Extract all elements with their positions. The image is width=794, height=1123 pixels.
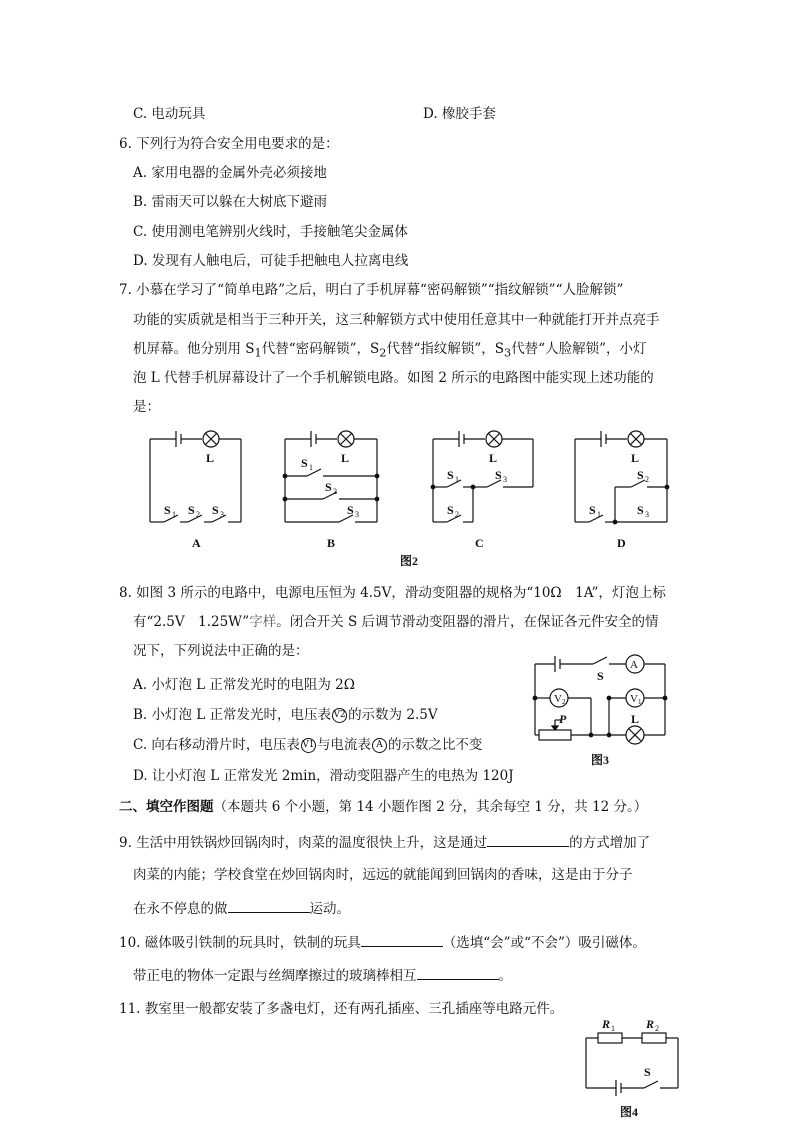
svg-text:S: S	[637, 468, 644, 482]
figure-2-circuits	[140, 425, 680, 575]
svg-text:A: A	[630, 659, 638, 671]
svg-text:1: 1	[309, 463, 313, 472]
q7-line3: 机屏幕。他分别用 $S_1$代替“密码解锁”，$S_2$代替“指纹解锁”，$S_3$代替“人脸解锁”，小灯	[133, 341, 647, 360]
q6-option-a: A. 家用电器的金属外壳必须接地	[133, 165, 327, 181]
q7-line4: 泡 L 代替手机屏幕设计了一个手机解锁电路。如图 2 所示的电路图中能实现上述功能的	[133, 370, 654, 386]
voltmeter-v2-symbol: V2	[332, 708, 347, 723]
svg-text:R: R	[646, 1017, 655, 1031]
q5-option-d: D. 橡胶手套	[423, 106, 496, 122]
svg-text:3: 3	[220, 510, 224, 519]
svg-text:1: 1	[597, 510, 601, 519]
svg-text:2: 2	[645, 475, 649, 484]
q6-option-b: B. 雷雨天可以躲在大树底下避雨	[133, 194, 328, 210]
svg-text:S: S	[347, 503, 354, 517]
svg-text:L: L	[341, 451, 350, 465]
svg-text:3: 3	[645, 510, 649, 519]
figure-2-caption: 图2	[400, 554, 419, 568]
svg-text:3: 3	[503, 475, 507, 484]
svg-text:V: V	[630, 693, 638, 705]
svg-text:3: 3	[355, 510, 359, 519]
svg-text:S: S	[188, 503, 195, 517]
circuit-a	[150, 431, 241, 550]
ammeter-symbol: A	[372, 738, 387, 753]
svg-text:B: B	[327, 536, 336, 550]
q10-line2: 带正电的物体一定跟与丝绸摩擦过的玻璃棒相互 。	[133, 968, 512, 984]
svg-text:D: D	[617, 536, 626, 550]
svg-text:L: L	[206, 451, 215, 465]
q7-line5: 是：	[133, 399, 160, 415]
svg-text:S: S	[325, 480, 332, 494]
q9-line1: 9. 生活中用铁锅炒回锅肉时，肉菜的温度很快上升，这是通过 的方式增加了	[119, 835, 651, 851]
q6-option-c: C. 使用测电笔辨别火线时，手接触笔尖金属体	[133, 224, 408, 240]
svg-text:V: V	[554, 693, 562, 705]
q7-line2: 功能的实质就是相当于三种开关，这三种解锁方式中使用任意其中一种就能打开并点亮手	[133, 312, 660, 328]
svg-text:S: S	[597, 669, 604, 683]
circuit-c	[431, 431, 533, 550]
svg-text:2: 2	[455, 510, 459, 519]
q8-option-a: A. 小灯泡 L 正常发光时的电阻为 2Ω	[133, 677, 355, 693]
svg-text:S: S	[637, 503, 644, 517]
q7-line1: 7. 小慕在学习了“简单电路”之后，明白了手机屏幕“密码解锁”“指纹解锁”“人脸解锁”	[119, 282, 624, 298]
svg-text:1: 1	[172, 510, 176, 519]
q11-line1: 11. 教室里一般都安装了多盏电灯，还有两孔插座、三孔插座等电路元件。	[119, 1001, 564, 1017]
svg-text:1: 1	[455, 475, 459, 484]
q8-option-c: C. 向右移动滑片时，电压表 V1 与电流表 A 的示数之比不变	[133, 737, 483, 753]
q8-line1: 8. 如图 3 所示的电路中，电源电压恒为 4.5V，滑动变阻器的规格为“10Ω 1A”，灯泡上标	[119, 585, 666, 601]
svg-text:L: L	[489, 451, 498, 465]
svg-text:S: S	[447, 468, 454, 482]
figure-3-circuit	[525, 648, 685, 770]
svg-text:S: S	[589, 503, 596, 517]
q6-option-d: D. 发现有人触电后，可徒手把触电人拉离电线	[133, 253, 409, 269]
svg-text:S: S	[495, 468, 502, 482]
svg-text:L: L	[631, 712, 640, 726]
svg-text:2: 2	[333, 487, 337, 496]
svg-text:S: S	[301, 456, 308, 470]
q8-line3: 况下，下列说法中正确的是：	[133, 643, 309, 659]
circuit-d	[575, 431, 669, 550]
q8-line2: 有“2.5V 1.25W”字样。闭合开关 S 后调节滑动变阻器的滑片，在保证各元件安全的情	[133, 614, 659, 630]
svg-text:2: 2	[655, 1024, 659, 1033]
svg-text:1: 1	[611, 1024, 615, 1033]
voltmeter-v1-symbol: V1	[301, 738, 316, 753]
svg-text:P: P	[559, 712, 567, 726]
svg-text:S: S	[164, 503, 171, 517]
q8-option-b: B. 小灯泡 L 正常发光时，电压表 V2 的示数为 2.5V	[133, 707, 438, 723]
figure-3-caption: 图3	[591, 753, 610, 767]
svg-text:A: A	[192, 536, 201, 550]
section-2-header: 二、填空作图题（本题共 6 个小题，第 14 小题作图 2 分，其余每空 1 分，共 12 分。）	[119, 799, 648, 815]
svg-text:2: 2	[196, 510, 200, 519]
svg-text:L: L	[631, 451, 640, 465]
q9-line2: 肉菜的内能；学校食堂在炒回锅肉时，远远的就能闻到回锅肉的香味，这是由于分子	[133, 867, 633, 883]
circuit-b	[283, 431, 379, 550]
q8-option-d: D. 让小灯泡 L 正常发光 2min，滑动变阻器产生的电热为 120J	[133, 768, 514, 784]
svg-text:C: C	[475, 536, 484, 550]
figure-4-caption: 图4	[620, 1105, 639, 1119]
svg-text:S: S	[212, 503, 219, 517]
svg-text:R: R	[602, 1017, 611, 1031]
svg-text:S: S	[447, 503, 454, 517]
q9-line3: 在永不停息的做 运动。	[133, 901, 350, 917]
q6-stem: 6. 下列行为符合安全用电要求的是：	[119, 136, 339, 152]
svg-text:S: S	[644, 1065, 651, 1079]
q10-line1: 10. 磁体吸引铁制的玩具时，铁制的玩具 （选填“会”或“不会”）吸引磁体。	[119, 935, 646, 951]
figure-4-circuit	[580, 1012, 690, 1123]
svg-text:2: 2	[562, 698, 566, 706]
q5-option-c: C. 电动玩具	[133, 106, 206, 122]
svg-text:1: 1	[638, 698, 642, 706]
